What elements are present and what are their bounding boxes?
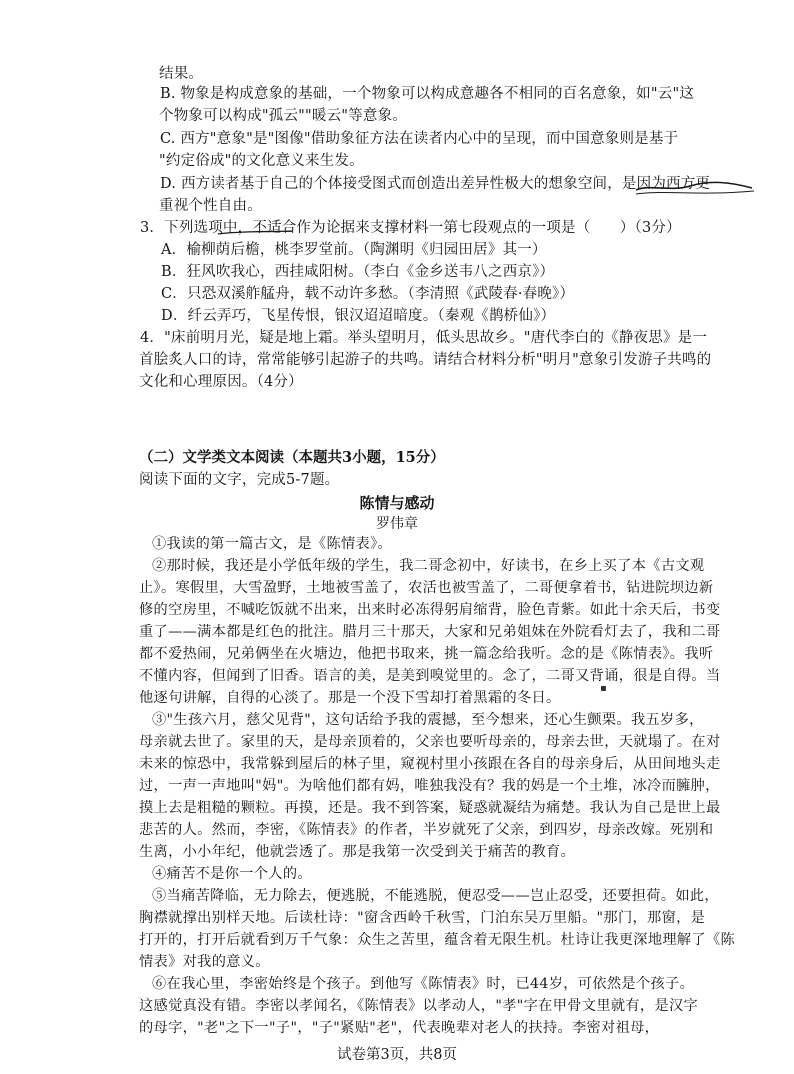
- q4-line2: 首脍炙人口的诗，常常能够引起游子的共鸣。请结合材料分析"明月"意象引发游子共鸣的: [139, 352, 712, 368]
- article-line: 打开的，打开后就看到万千气象：众生之苦里，蕴含着无限生机。杜诗让我更深地理解了《陈: [139, 932, 736, 948]
- article-line: 摸上去是粗糙的颗粒。再摸，还是。我不到答案，疑惑就凝结为痛楚。我认为自己是世上最: [139, 800, 721, 816]
- stray-mark: ▪: [600, 683, 607, 694]
- article-line: ⑥在我心里，李密始终是个孩子。到他写《陈情表》时，已44岁，可依然是个孩子。: [152, 976, 695, 992]
- page-footer: 试卷第3页，共8页: [337, 1047, 457, 1063]
- q3-option-a: A．榆柳荫后檐，桃李罗堂前。（陶渊明《归园田居》其一）: [161, 242, 547, 258]
- q3-option-d: D．纤云弄巧，飞星传恨，银汉迢迢暗度。（秦观《鹊桥仙》）: [161, 308, 556, 324]
- section-heading: （二）文学类文本阅读（本题共3小题，15分）: [139, 449, 445, 466]
- article-line: ②那时候，我还是小学低年级的学生，我二哥念初中，好读书，在乡上买了本《古文观: [152, 558, 705, 574]
- prev-option-b-letter: B.: [160, 86, 176, 102]
- prev-option-d-line2: 重视个性自由。: [159, 198, 262, 214]
- article-line: 止》。寒假里，大雪盈野，土地被雪盖了，农活也被雪盖了，二哥便拿着书，钻进院坝边新: [139, 580, 714, 596]
- article-line: ④痛苦不是你一个人的。: [152, 866, 312, 882]
- q3-option-c: C．只恐双溪舴艋舟，载不动许多愁。（李清照《武陵春·春晚》）: [161, 286, 575, 302]
- q4-line1: 4．"床前明月光，疑是地上霜。举头望明月，低头思故乡。"唐代李白的《静夜思》是一: [140, 330, 708, 346]
- prev-option-c-letter: C.: [160, 131, 176, 147]
- prev-option-d-line1: [160, 172, 710, 193]
- article-line: ⑤当痛苦降临，无力除去，便逃脱，不能逃脱，便忍受——岂止忍受，还要担荷。如此，: [152, 888, 719, 904]
- article-line: 这感觉真没有错。李密以孝闻名，《陈情表》以孝动人，"孝"字在甲骨文里就有，是汉字: [139, 998, 699, 1014]
- section-instruction: 阅读下面的文字，完成5-7题。: [139, 472, 340, 488]
- article-line: 未来的惊恐中，我常躲到屋后的林子里，窥视村里小孩跟在各自的母亲身后，从田间地头走: [139, 756, 721, 772]
- article-line: 他逐句讲解，自得的心淡了。那是一个没下雪却打着黑霜的冬日。: [139, 690, 561, 706]
- article-line: 悲苦的人。然而，李密，《陈情表》的作者，半岁就死了父亲，到四岁，母亲改嫁。死别和: [139, 822, 714, 838]
- article-line: ①我读的第一篇古文，是《陈情表》。: [152, 536, 393, 552]
- article-line: 不懂内容，但闻到了旧香。语言的美，是美到嗅觉里的。念了，二哥又背诵，很是自得。当: [139, 668, 721, 684]
- article-line: 情表》对我的意义。: [139, 954, 270, 970]
- prev-option-b-line1: [160, 82, 694, 103]
- prev-option-c-text: 西方"意象"是"图像"借助象征方法在读者内心中的呈现，而中国意象则是基于: [180, 131, 679, 147]
- prev-option-d-letter: D.: [160, 176, 177, 192]
- prev-option-c-line1: [160, 127, 678, 148]
- prev-option-c-line2: "约定俗成"的文化意义来生发。: [159, 153, 364, 169]
- article-line: 生离，小小年纪，他就尝透了。那是我第一次受到关于痛苦的教育。: [139, 844, 576, 860]
- article-line: ③"生孩六月，慈父见背"，这句话给予我的震撼，至今想来，还心生颤栗。我五岁多，: [152, 712, 704, 728]
- article-title: 陈情与感动: [359, 494, 435, 512]
- article-line: 胸襟就撑出别样天地。后读杜诗："窗含西岭千秋雪，门泊东吴万里船。"那门，那窗，是: [139, 910, 706, 926]
- q4-line3: 文化和心理原因。（4分）: [139, 374, 303, 390]
- prev-option-d-text: 西方读者基于自己的个体接受图式而创造出差异性极大的想象空间，是因为西方更: [180, 176, 711, 192]
- article-line: 修的空房里，不喊吃饭就不出来，出来时必冻得躬肩缩背，脸色青紫。如此十余天后，书变: [139, 602, 721, 618]
- article-line: 过，一声一声地叫"妈"。为啥他们都有妈，唯独我没有？我的妈是一个土堆，冰冷而臃肿，: [139, 778, 720, 794]
- article-line: 重了——满本都是红色的批注。腊月三十那天，大家和兄弟姐妹在外院看灯去了，我和二哥: [139, 624, 721, 640]
- article-line: 都不爱热闹，兄弟俩坐在火塘边，他把书取来，挑一篇念给我听。念的是《陈情表》。我听: [139, 646, 714, 662]
- q3-stem: 3．下列选项中，不适合作为论据来支撑材料一第七段观点的一项是（ ）（3分）: [140, 220, 681, 236]
- article-line: 母亲就去世了。家里的天，是母亲顶着的，父亲也要听母亲的，母亲去世，天就塌了。在对: [139, 734, 721, 750]
- prev-answer-end: 结果。: [159, 66, 204, 82]
- q3-option-b: B．狂风吹我心，西挂咸阳树。（李白《金乡送韦八之西京》）: [161, 264, 555, 280]
- prev-option-b-text: 物象是构成意象的基础，一个物象可以构成意趣各不相同的百名意象，如"云"这: [180, 86, 695, 102]
- article-line: 的母字，"老"之下一"子"，"子"紧贴"老"，代表晚辈对老人的扶持。李密对祖母，: [139, 1020, 660, 1036]
- article-author: 罗伟章: [376, 516, 418, 532]
- prev-option-b-line2: 个物象可以构成"孤云""暖云"等意象。: [159, 108, 407, 124]
